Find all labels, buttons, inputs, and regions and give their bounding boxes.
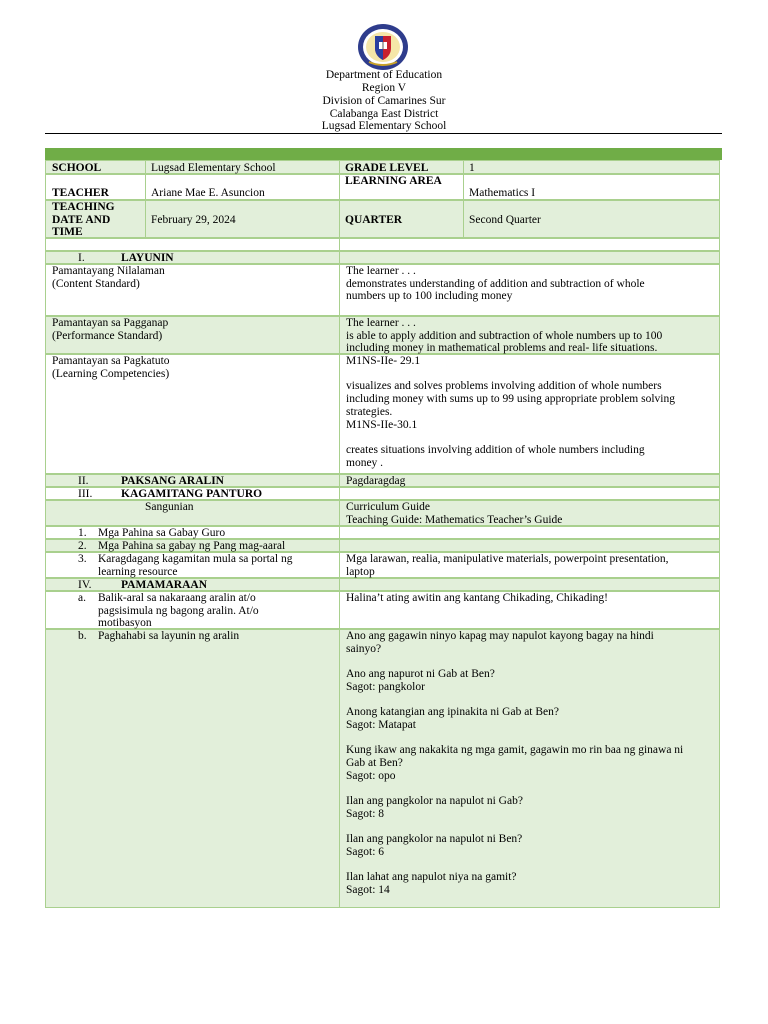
header-line-district: Calabanga East District [329,108,439,120]
school-label: SCHOOL [52,162,102,174]
content-standard-label: Pamantayang Nilalaman (Content Standard) [52,265,165,290]
layunin-title: LAYUNIN [121,252,174,264]
date-value: February 29, 2024 [151,214,236,226]
deped-seal-icon [355,22,411,72]
paksa-title: PAKSANG ARALIN [121,475,224,487]
header-line-department: Department of Education [325,69,443,81]
item3-value: Mga larawan, realia, manipulative materials, powerpoint presentation, laptop [346,553,669,578]
performance-standard-value: The learner . . . is able to apply addition and subtraction of whole numbers up to 100 including money in mathematical problems and real- life situations. [346,317,663,355]
item2-label: Mga Pahina sa gabay ng Pang mag-aaral [98,540,286,552]
header-line-division: Division of Camarines Sur [322,95,446,107]
performance-standard-label: Pamantayan sa Pagganap (Performance Standard) [52,317,169,342]
row-paghahabi [45,629,720,908]
row-kagamitang-panturo [45,487,720,500]
row-school [45,160,720,174]
item3-label: Karagdagang kagamitan mula sa portal ng learning resource [98,553,293,578]
header-line-school: Lugsad Elementary School [321,120,447,132]
kagamitan-title: KAGAMITANG PANTURO [121,488,263,500]
row-date [45,200,720,238]
teacher-label: TEACHER [52,187,109,199]
paksa-value: Pagdaragdag [346,475,406,487]
row-paksang-aralin [45,474,720,487]
learning-area-value: Mathematics I [469,187,536,199]
content-standard-value: The learner . . . demonstrates understanding of addition and subtraction of whole numbers up to 100 including money [346,265,645,303]
row-spacer [45,238,720,251]
row-pamamaraan [45,578,720,591]
teacher-value: Ariane Mae E. Asuncion [151,187,265,199]
b-num: b. [78,630,87,642]
item3-num: 3. [78,553,87,565]
item1-label: Mga Pahina sa Gabay Guro [98,527,226,539]
row-gabay-guro [45,526,720,539]
balik-aral-label: Balik-aral sa nakaraang aralin at/o pagsisimula ng bagong aralin. At/o motibasyon [98,592,259,630]
item1-num: 1. [78,527,87,539]
learning-area-label: LEARNING AREA [345,175,442,187]
row-learning-competencies [45,354,720,474]
row-gabay-mag-aaral [45,539,720,552]
paghahabi-label: Paghahabi sa layunin ng aralin [98,630,240,642]
a-num: a. [78,592,86,604]
header-line-region: Region V [361,82,407,94]
date-label: TEACHING DATE AND TIME [52,201,115,239]
kagamitan-num: III. [78,488,93,500]
paksa-num: II. [78,475,89,487]
balik-aral-value: Halina’t ating awitin ang kantang Chikading, Chikading! [346,592,609,604]
quarter-value: Second Quarter [469,214,541,226]
grade-label: GRADE LEVEL [345,162,429,174]
row-teacher [45,174,720,200]
item2-num: 2. [78,540,87,552]
sangunian-value: Curriculum Guide Teaching Guide: Mathematics Teacher’s Guide [346,501,563,526]
row-layunin [45,251,720,264]
pamamaraan-title: PAMAMARAAN [121,579,208,591]
sangunian-label: Sangunian [145,501,194,513]
layunin-num: I. [78,252,85,264]
school-value: Lugsad Elementary School [151,162,276,174]
grade-value: 1 [469,162,475,174]
paghahabi-value: Ano ang gagawin ninyo kapag may napulot kayong bagay na hindi sainyo? Ano ang napurot ni Gab at Ben? Sagot: pangkolor Anong katangian ang ipinakita ni Gab at Ben? Sagot: Matapat Kung ikaw ang nakakita ng mga gamit, gagawin mo rin baa ng ginawa ni Gab at Ben? Sagot: opo Ilan ang pangkolor na napulot ni Gab? Sagot: 8 Ilan ang pangkolor na napulot ni Ben? Sagot: 6 Ilan lahat ang napulot niya na gamit? Sagot: 14 [346,630,684,897]
row-sangunian [45,500,720,526]
row-content-standard [45,264,720,316]
row-performance-standard [45,316,720,354]
header-divider [45,133,722,134]
row-balik-aral [45,591,720,629]
learning-competencies-label: Pamantayan sa Pagkatuto (Learning Competencies) [52,355,170,380]
quarter-label: QUARTER [345,214,403,226]
pamamaraan-num: IV. [78,579,92,591]
learning-competencies-value: M1NS-IIe- 29.1 visualizes and solves problems involving addition of whole numbers including money with sums up to 99 using appropriate problem solving strategies. M1NS-IIe-30.1 creates situations involving addition of whole numbers including money . [346,355,675,469]
row-karagdagang-kagamitan [45,552,720,578]
table-top-bar [45,148,722,160]
